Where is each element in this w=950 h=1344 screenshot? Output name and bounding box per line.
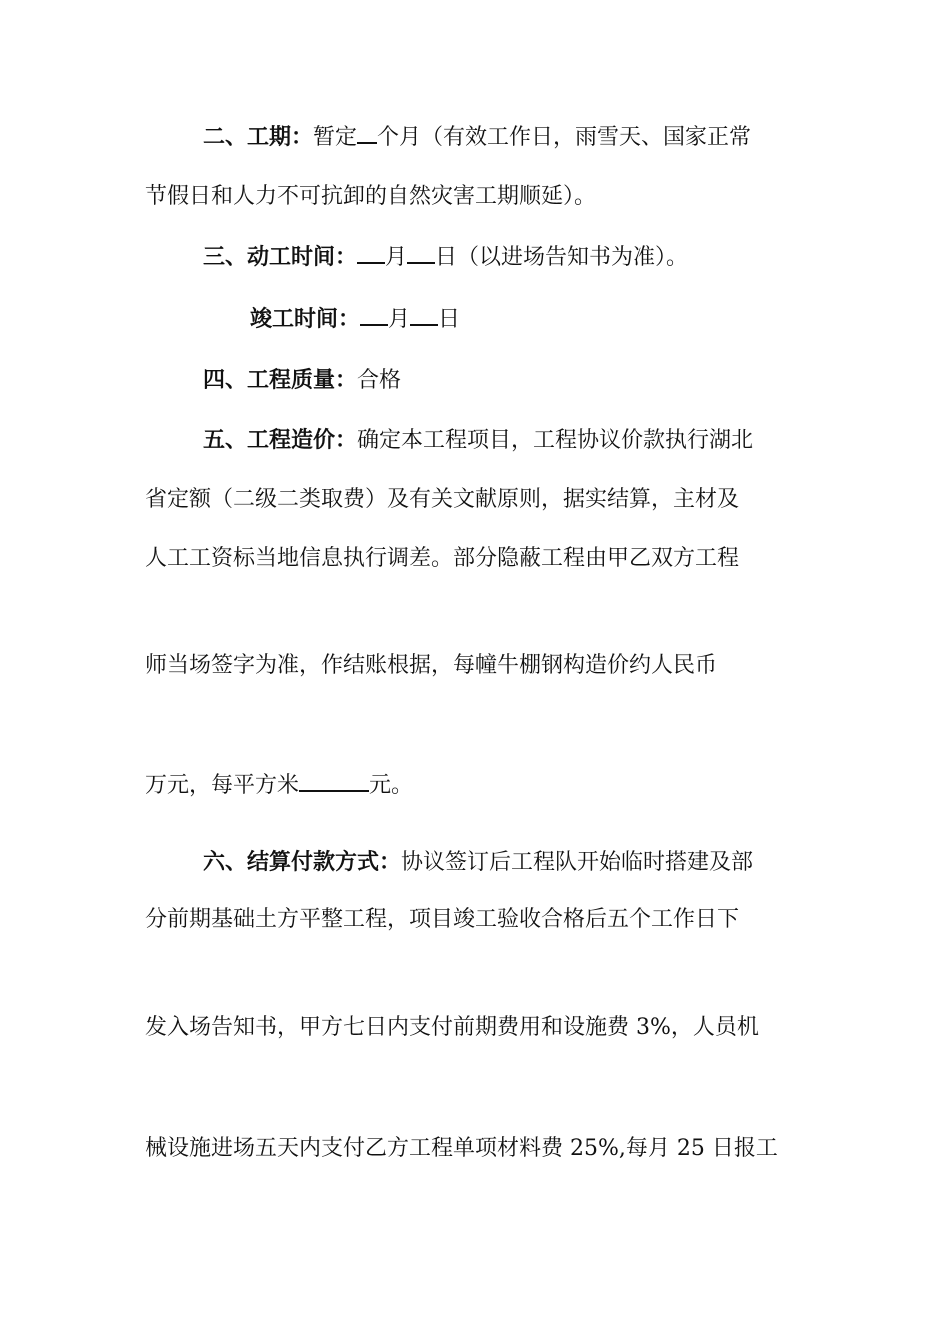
section-5-text-5-post: 元。 (369, 773, 414, 798)
section-5-line-1 (203, 424, 813, 457)
start-day-label: 日（以进场告知书为准）。 (435, 245, 689, 270)
end-month-blank (360, 304, 388, 326)
section-3-heading: 三、动工时间： (203, 244, 358, 270)
end-day-blank (410, 304, 438, 326)
section-3-line-1 (203, 241, 813, 274)
section-5-line-2: 省定额（二级二类取费）及有关文献原则，据实结算，主材及 (145, 487, 740, 512)
section-5-line-3: 人工工资标当地信息执行调差。部分隐蔽工程由甲乙双方工程 (145, 546, 740, 571)
section-5-heading: 五、工程造价： (203, 427, 358, 453)
section-6-line-2: 分前期基础土方平整工程，项目竣工验收合格后五个工作日下 (145, 907, 740, 932)
section-5-line-5 (145, 770, 815, 802)
section-4-line (203, 364, 813, 397)
end-month-label: 月 (388, 307, 411, 332)
price-per-sqm-blank (299, 770, 369, 792)
section-3-line-2 (250, 303, 810, 336)
section-6-text-1: 协议签订后工程队开始临时搭建及部 (401, 850, 754, 875)
section-2-text-pre: 暂定 (313, 125, 358, 150)
section-5-line-4: 师当场签字为准，作结账根据，每幢牛棚钢构造价约人民币 (145, 653, 718, 678)
section-6-heading: 六、结算付款方式： (203, 849, 402, 875)
completion-time-heading: 竣工时间： (250, 306, 361, 332)
section-6-line-4: 械设施进场五天内支付乙方工程单项材料费 25%,每月 25 日报工 (145, 1136, 778, 1161)
section-6-line-1 (203, 846, 813, 879)
section-5-text-1: 确定本工程项目，工程协议价款执行湖北 (357, 428, 754, 453)
section-2-heading: 二、工期： (203, 124, 314, 150)
section-2-line-1 (203, 121, 813, 154)
end-day-label: 日 (438, 307, 461, 332)
section-6-line-3: 发入场告知书，甲方七日内支付前期费用和设施费 3%，人员机 (145, 1015, 759, 1040)
quality-value: 合格 (357, 368, 402, 393)
start-month-blank (357, 242, 385, 264)
duration-blank (357, 122, 377, 144)
start-day-blank (407, 242, 435, 264)
section-5-text-5-pre: 万元，每平方米 (145, 773, 300, 798)
section-4-heading: 四、工程质量： (203, 367, 358, 393)
start-month-label: 月 (385, 245, 408, 270)
section-2-text-post: 个月（有效工作日，雨雪天、国家正常 (377, 125, 752, 150)
section-2-line-2: 节假日和人力不可抗卸的自然灾害工期顺延）。 (145, 184, 597, 209)
